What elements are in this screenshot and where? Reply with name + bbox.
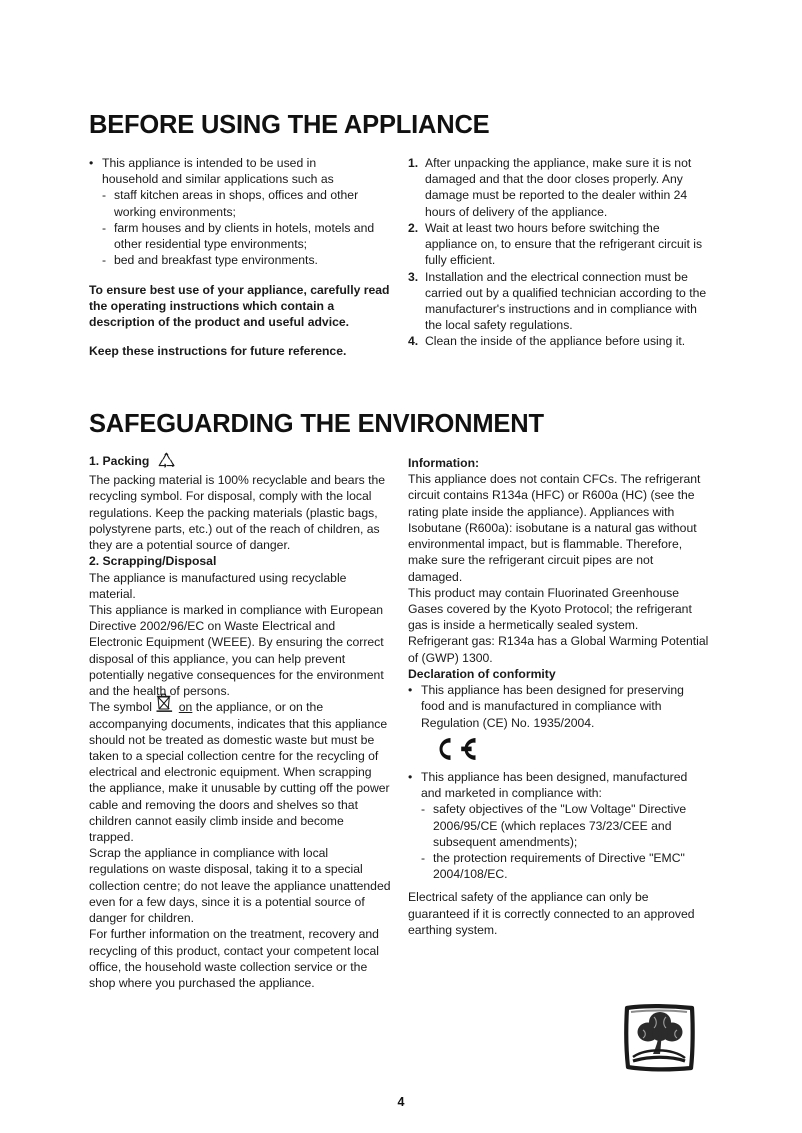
heading-declaration-of-conformity: Declaration of conformity	[408, 666, 556, 681]
list-item	[421, 801, 710, 850]
recycling-symbol-icon	[157, 452, 176, 472]
paragraph-information-1: This appliance does not contain CFCs. The refrigerant circuit contains R134a (HFC) or R600a (HC) (see the rating plate inside the appliance). Appliances with Isobutane (R600a): isobutane is a natural gas without environmental impact, but is flammable. Therefore, make sure the refrigerant circuit pipes are not damaged.	[408, 472, 701, 584]
sub-item-text: farm houses and by clients in hotels, motels and other residential type environments;	[114, 220, 375, 252]
declaration-bullet-2-text: This appliance has been designed, manufactured and marketed in compliance with:	[421, 769, 688, 801]
declaration-bullet-1-text: This appliance has been designed for preserving food and is manufactured in compliance with Regulation (CE) No. 1935/2004.	[421, 683, 684, 730]
list-item	[102, 187, 394, 219]
symbol-paragraph-underlined: on	[178, 700, 193, 715]
dash-marker: -	[421, 802, 426, 817]
numbered-list-item	[408, 333, 713, 349]
symbol-paragraph-prefix: The symbol	[89, 700, 152, 715]
list-item	[408, 682, 710, 731]
number-marker: 2.	[408, 220, 419, 235]
number-marker: 1.	[408, 156, 419, 170]
bullet-marker: •	[89, 156, 94, 170]
before-using-left-column	[89, 155, 394, 359]
numbered-item-text: After unpacking the appliance, make sure it is not damaged and that the door closes properly. Any damage must be reported to the dealer within 24 hours of delivery of the appliance.	[425, 156, 692, 219]
section-title-safeguarding-environment: SAFEGUARDING THE ENVIRONMENT	[89, 410, 544, 438]
dash-marker: -	[102, 188, 107, 203]
list-item	[421, 850, 710, 882]
numbered-list-item	[408, 220, 713, 269]
symbol-paragraph-suffix: the appliance, or on the accompanying documents, indicates that this appliance should not be treated as domestic waste but must be taken to a special collection centre for the recycling of electrical and electronic equipment. When scrapping the appliance, make it unusable by cutting off the power cable and removing the doors and shelves so that children cannot easily climb inside and become trapped.	[89, 700, 390, 845]
paragraph-packing-body: The packing material is 100% recyclable and bears the recycling symbol. For disposal, comply with the local regulations. Keep the packing materials (plastic bags, polystyrene parts, etc.) out of the reach of children, as they are a potential source of danger.	[89, 473, 386, 553]
bullet-marker: •	[408, 683, 413, 698]
list-item	[102, 252, 394, 268]
dash-marker: -	[102, 253, 107, 268]
page-number: 4	[397, 1095, 405, 1109]
paragraph-information-3: Refrigerant gas: R134a has a Global Warming Potential of (GWP) 1300.	[408, 634, 709, 665]
number-marker: 4.	[408, 334, 419, 349]
sub-item-text: bed and breakfast type environments.	[114, 253, 318, 268]
numbered-list-item	[408, 269, 713, 334]
sub-item-text: staff kitchen areas in shops, offices and other working environments;	[114, 188, 359, 219]
paragraph-scrap-compliance: Scrap the appliance in compliance with local regulations on waste disposal, taking it to a special collection centre; do not leave the appliance unattended even for a few days, since it is a potential source of danger for children.	[89, 846, 391, 926]
safeguarding-right-column	[408, 455, 710, 938]
list-item	[408, 769, 710, 801]
heading-information: Information:	[408, 456, 480, 470]
tree-logo	[623, 1003, 697, 1073]
heading-packing	[89, 452, 391, 472]
bullet-line-2: household and similar applications such as	[102, 172, 334, 187]
paragraph-further-information: For further information on the treatment, recovery and recycling of this product, contact your competent local office, the household waste collection service or the shop where you purchased the appliance.	[89, 927, 379, 990]
emphasis-paragraph-keep-instructions: Keep these instructions for future reference.	[89, 344, 347, 359]
numbered-item-text: Clean the inside of the appliance before using it.	[425, 334, 686, 349]
list-item	[102, 220, 394, 252]
dash-marker: -	[102, 220, 107, 235]
paragraph-symbol	[89, 699, 391, 845]
paragraph-scrapping-2: This appliance is marked in compliance with European Directive 2002/96/EC on Waste Electrical and Electronic Equipment (WEEE). By ensuring the correct disposal of this appliance, you can help prevent potentially negative consequences for the environment and the health of persons.	[89, 602, 384, 699]
numbered-item-text: Installation and the electrical connection must be carried out by a qualified technician according to the manufacturer's instructions and in compliance with the local safety regulations.	[425, 269, 707, 333]
sub-item-text: the protection requirements of Directive "EMC" 2004/108/EC.	[433, 851, 685, 882]
numbered-list-item	[408, 155, 713, 220]
emphasis-paragraph-read-instructions: To ensure best use of your appliance, carefully read the operating instructions which contain a description of the product and useful advice.	[89, 282, 390, 329]
safeguarding-left-column	[89, 452, 391, 991]
numbered-item-text: Wait at least two hours before switching the appliance on, to ensure that the refrigerant circuit is fully efficient.	[425, 220, 703, 268]
heading-scrapping-disposal: 2. Scrapping/Disposal	[89, 554, 217, 569]
paragraph-scrapping-1: The appliance is manufactured using recyclable material.	[89, 570, 347, 601]
section-title-before-using: BEFORE USING THE APPLIANCE	[89, 111, 490, 139]
list-item	[89, 155, 394, 187]
paragraph-information-2: This product may contain Fluorinated Greenhouse Gases covered by the Kyoto Protocol; the refrigerant gas is inside a hermetically sealed system.	[408, 585, 692, 633]
heading-packing-label: 1. Packing	[89, 454, 150, 468]
bullet-marker: •	[408, 769, 413, 784]
number-marker: 3.	[408, 269, 419, 284]
before-using-right-column	[408, 155, 713, 350]
ce-marking-icon	[430, 735, 710, 767]
sub-item-text: safety objectives of the "Low Voltage" Directive 2006/95/CE (which replaces 73/23/CEE and subsequent amendments);	[433, 802, 687, 849]
bullet-line-1: This appliance is intended to be used in	[102, 156, 317, 170]
dash-marker: -	[421, 851, 426, 866]
paragraph-electrical-safety: Electrical safety of the appliance can only be guaranteed if it is correctly connected to an approved earthing system.	[408, 890, 695, 937]
